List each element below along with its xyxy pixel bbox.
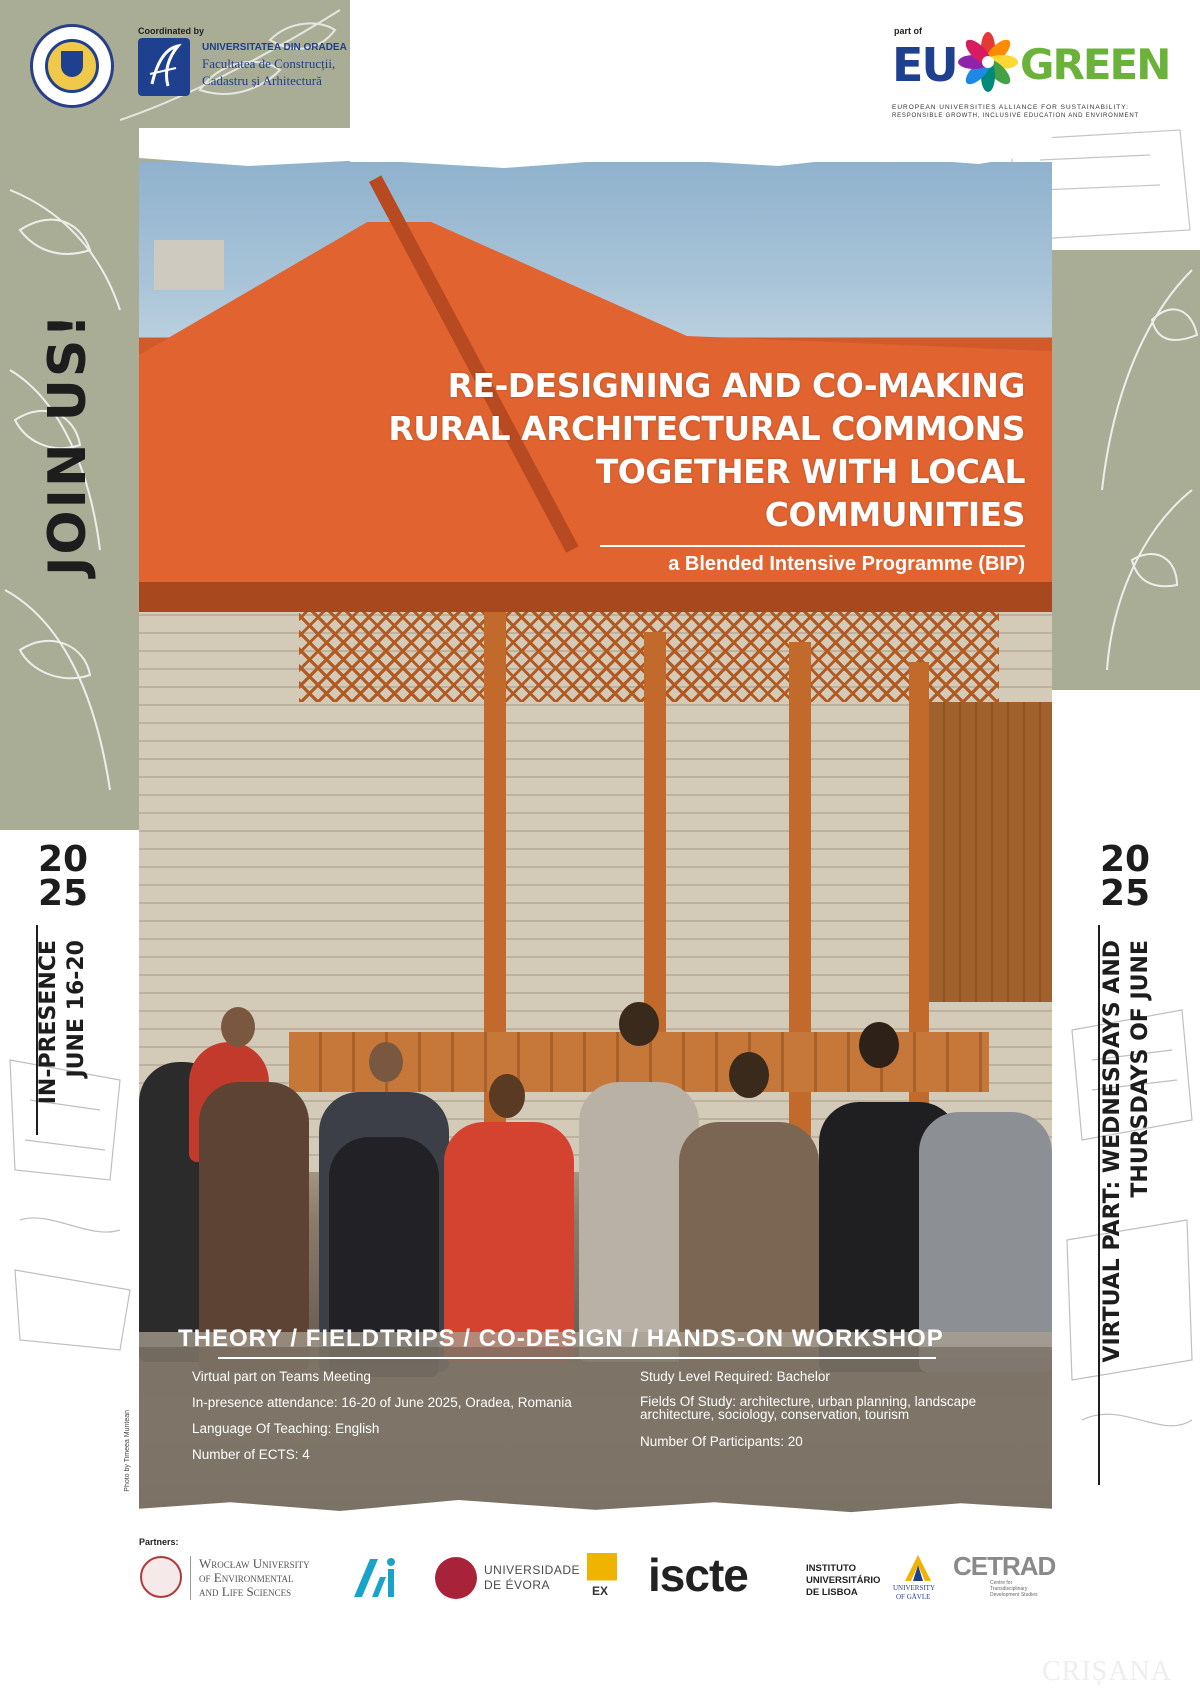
right-year-top: 20 xyxy=(1100,839,1151,880)
photo-head xyxy=(369,1042,403,1082)
detail-fields-line2: architecture, sociology, conservation, tourism xyxy=(640,1407,910,1422)
left-year-bottom: 25 xyxy=(38,873,89,914)
partners-label: Partners: xyxy=(139,1537,179,1547)
gavle-line2: OF GÄVLE xyxy=(896,1593,931,1601)
virtual-part-line2: THURSDAYS OF JUNE xyxy=(1128,940,1153,1198)
uex-label: EX xyxy=(592,1584,609,1598)
photo-head xyxy=(221,1007,255,1047)
virtual-part-line1: VIRTUAL PART: WEDNESDAYS AND xyxy=(1100,940,1125,1363)
photo-head xyxy=(489,1074,525,1118)
left-year-top: 20 xyxy=(38,839,89,880)
wroclaw-line2: of Environmental xyxy=(199,1570,294,1585)
evora-line2: DE ÉVORA xyxy=(484,1578,551,1592)
watermark: CRIȘANA xyxy=(1042,1656,1172,1687)
photo-head xyxy=(729,1052,769,1098)
wroclaw-divider xyxy=(190,1556,191,1600)
photo-head xyxy=(619,1002,659,1046)
faculty-logo-icon xyxy=(138,38,190,96)
evora-line1: UNIVERSIDADE xyxy=(484,1563,581,1577)
leaf-decoration-right xyxy=(1052,260,1200,680)
faculty-line1: Facultatea de Construcții, xyxy=(202,56,336,71)
eu-label: EU xyxy=(892,38,957,92)
right-year-bottom: 25 xyxy=(1100,873,1151,914)
photo-post-4 xyxy=(909,662,929,1172)
university-seal-logo xyxy=(30,24,114,108)
evora-logo-icon xyxy=(435,1557,477,1599)
coordinated-by-label: Coordinated by xyxy=(138,26,205,36)
photo-credit: Photo by Timeea Muntean xyxy=(124,1410,131,1492)
activities-heading: THEORY / FIELDTRIPS / CO-DESIGN / HANDS-ON WORKSHOP xyxy=(178,1325,944,1352)
photo-chimney xyxy=(154,240,224,290)
in-presence-dates: JUNE 16-20 xyxy=(64,940,89,1078)
activities-rule xyxy=(218,1357,936,1359)
headline-rule xyxy=(600,545,1025,547)
detail-ects: Number of ECTS: 4 xyxy=(192,1447,310,1462)
cetrad-sub3: Development Studies xyxy=(990,1592,1038,1598)
cetrad-sub2: Transdisciplinary xyxy=(990,1586,1028,1592)
university-name: UNIVERSITATEA DIN ORADEA xyxy=(202,42,347,53)
iscte-sub2: UNIVERSITÁRIO xyxy=(806,1575,881,1586)
iscte-sub1: INSTITUTO xyxy=(806,1563,856,1574)
cetrad-logo: CETRAD xyxy=(953,1551,1056,1581)
wroclaw-seal-logo xyxy=(140,1556,182,1598)
ai-partner-logo-icon xyxy=(350,1555,398,1599)
photo-post-3 xyxy=(789,642,811,1172)
detail-fields-line1: Fields Of Study: architecture, urban planning, landscape xyxy=(640,1394,977,1409)
sketch-decoration-left xyxy=(0,1040,139,1360)
detail-in-presence: In-presence attendance: 16-20 of June 2025, Oradea, Romania xyxy=(192,1395,572,1410)
sketch-decoration-right xyxy=(1052,1000,1200,1520)
flower-logo-icon xyxy=(956,30,1020,94)
join-us-text: JOIN US! xyxy=(38,312,98,576)
detail-participants: Number Of Participants: 20 xyxy=(640,1434,803,1449)
iscte-sub3: DE LISBOA xyxy=(806,1587,858,1598)
iscte-logo: iscte xyxy=(648,1549,748,1601)
part-of-label: part of xyxy=(894,26,922,36)
gavle-line1: UNIVERSITY xyxy=(893,1584,935,1592)
photo-head xyxy=(859,1022,899,1068)
cetrad-sub1: Centre for xyxy=(990,1580,1013,1586)
detail-language: Language Of Teaching: English xyxy=(192,1421,380,1436)
gavle-logo-icon xyxy=(903,1553,933,1583)
headline-subtitle: a Blended Intensive Programme (BIP) xyxy=(668,553,1025,575)
detail-study-level: Study Level Required: Bachelor xyxy=(640,1369,830,1384)
eugreen-tagline-line2: RESPONSIBLE GROWTH, INCLUSIVE EDUCATION AND ENVIRONMENT xyxy=(892,113,1139,119)
green-label: GREEN xyxy=(1020,40,1170,89)
headline-line3: TOGETHER WITH LOCAL xyxy=(595,452,1025,491)
seal-shield-icon xyxy=(61,51,83,77)
faculty-line2: Cadastru și Arhitectură xyxy=(202,73,322,88)
in-presence-label: IN-PRESENCE xyxy=(36,940,61,1105)
wroclaw-line3: and Life Sciences xyxy=(199,1584,292,1599)
headline-line1: RE-DESIGNING AND CO-MAKING xyxy=(447,366,1025,405)
wroclaw-line1: Wrocław University xyxy=(199,1556,310,1571)
eugreen-tagline-line1: EUROPEAN UNIVERSITIES ALLIANCE FOR SUSTAINABILITY: xyxy=(892,104,1129,111)
detail-virtual: Virtual part on Teams Meeting xyxy=(192,1369,371,1384)
headline-line4: COMMUNITIES xyxy=(764,495,1025,534)
headline-line2: RURAL ARCHITECTURAL COMMONS xyxy=(388,409,1025,448)
photo-wooden-side xyxy=(929,702,1052,1002)
photo-roof-shadow xyxy=(139,582,1052,612)
